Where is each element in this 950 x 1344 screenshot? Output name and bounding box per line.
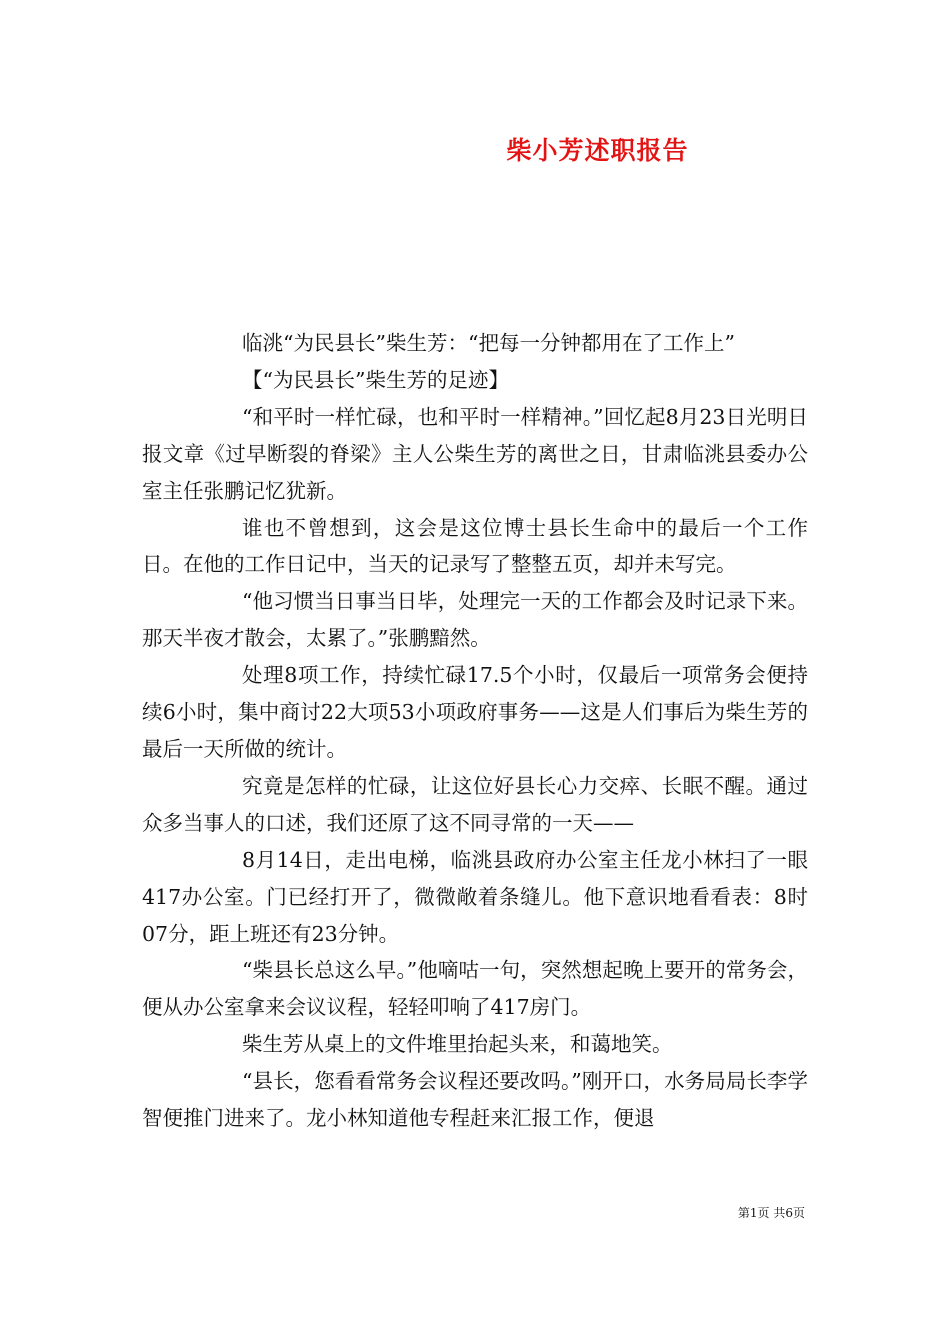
footer-current-page: 1 — [749, 1206, 758, 1220]
paragraph: “他习惯当日事当日毕，处理完一天的工作都会及时记录下来。那天半夜才散会，太累了。”张鹏黯然。 — [142, 589, 808, 651]
paragraph: “县长，您看看常务会议程还要改吗。”刚开口，水务局局长李学智便推门进来了。龙小林知道他专程赶来汇报工作，便退 — [142, 1069, 808, 1131]
paragraph: “和平时一样忙碌，也和平时一样精神。”回忆起8月23日光明日报文章《过早断裂的脊梁》主人公柴生芳的离世之日，甘肃临洮县委办公室主任张鹏记忆犹新。 — [142, 404, 808, 503]
paragraph: 8月14日，走出电梯，临洮县政府办公室主任龙小林扫了一眼417办公室。门已经打开了，微微敞着条缝儿。他下意识地看看表：8时07分，距上班还有23分钟。 — [142, 847, 808, 946]
paragraph: 柴生芳从桌上的文件堆里抬起头来，和蔼地笑。 — [242, 1032, 673, 1057]
paragraph-section-heading: 【“为民县长”柴生芳的足迹】 — [242, 367, 509, 392]
paragraph: 究竟是怎样的忙碌，让这位好县长心力交瘁、长眠不醒。通过众多当事人的口述，我们还原了这不同寻常的一天—— — [142, 773, 808, 835]
footer-total-pages: 6 — [785, 1206, 793, 1220]
footer-middle: 页 共 — [757, 1206, 786, 1220]
page-number-footer — [738, 1205, 805, 1221]
footer-prefix: 第 — [737, 1206, 750, 1220]
paragraph: 谁也不曾想到，这会是这位博士县长生命中的最后一个工作日。在他的工作日记中，当天的记录写了整整五页，却并未写完。 — [142, 515, 808, 577]
footer-suffix: 页 — [792, 1206, 805, 1220]
paragraph: 处理8项工作，持续忙碌17.5个小时，仅最后一项常务会便持续6小时，集中商讨22大项53小项政府事务——这是人们事后为柴生芳的最后一天所做的统计。 — [142, 663, 808, 761]
paragraph: “柴县长总这么早。”他嘀咕一句，突然想起晚上要开的常务会，便从办公室拿来会议议程，轻轻叩响了417房门。 — [142, 958, 808, 1020]
paragraph-headline: 临洮“为民县长”柴生芳：“把每一分钟都用在了工作上” — [242, 331, 735, 355]
document-title: 柴小芳述职报告 — [506, 136, 689, 165]
document-body — [142, 325, 808, 1137]
